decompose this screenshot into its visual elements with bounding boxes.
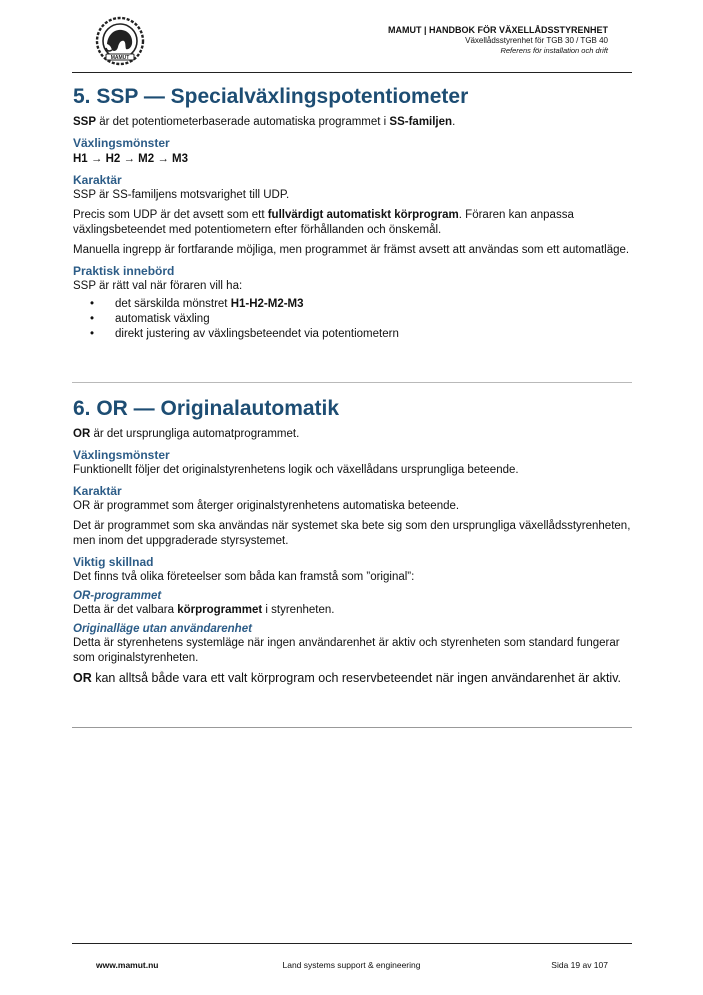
character-paragraph: OR är programmet som återger originalstyrenhetens automatiska beteende. bbox=[73, 500, 460, 512]
footer-website: www.mamut.nu bbox=[96, 960, 159, 970]
character-paragraph: Manuella ingrepp är fortfarande möjliga, men programmet är främst avsett att användas som ett automatläge. bbox=[73, 244, 630, 256]
section-divider bbox=[72, 727, 632, 728]
section-or bbox=[73, 396, 631, 686]
section-intro: OR är det ursprungliga automatprogrammet. bbox=[73, 428, 300, 440]
subheading-original-mode: Originalläge utan användarenhet bbox=[73, 623, 252, 635]
footer-divider bbox=[72, 943, 632, 944]
character-heading: Karaktär bbox=[73, 484, 122, 498]
manual-note: Referens för installation och drift bbox=[500, 46, 608, 55]
character-paragraph: Precis som UDP är det avsett som ett fullvärdigt automatiskt körprogram. Föraren kan anpassa växlingsbeteendet med potentiometern efter förhållanden och önskemål. bbox=[73, 209, 574, 236]
list-item: • automatisk växling bbox=[90, 312, 631, 327]
original-mode-paragraph: Detta är styrenhetens systemläge när ingen användarenhet är aktiv och styrenheten som standard fungerar som originalstyrenheten. bbox=[73, 637, 620, 664]
conclusion-paragraph: OR kan alltså både vara ett valt körprogram och reservbeteendet när ingen användarenhet är aktiv. bbox=[73, 671, 621, 685]
pattern-heading: Växlingsmönster bbox=[73, 448, 170, 462]
section-heading: 5. SSP — Specialväxlingspotentiometer bbox=[73, 85, 469, 108]
shift-pattern: H1 → H2 → M2 → M3 bbox=[73, 153, 189, 165]
difference-paragraph: Det finns två olika företeelser som båda kan framstå som ”original”: bbox=[73, 571, 415, 583]
subheading-or-program: OR-programmet bbox=[73, 590, 162, 602]
header-divider bbox=[72, 72, 632, 73]
list-item: • det särskilda mönstret H1-H2-M2-M3 bbox=[90, 297, 631, 312]
requirements-list bbox=[90, 297, 631, 342]
difference-heading: Viktig skillnad bbox=[73, 555, 154, 569]
footer-page-number: Sida 19 av 107 bbox=[551, 960, 608, 970]
shift-pattern: Funktionellt följer det originalstyrenhetens logik och växellådans ursprungliga beteende. bbox=[73, 464, 519, 476]
character-paragraph: SSP är SS-familjens motsvarighet till UDP. bbox=[73, 189, 290, 201]
character-paragraph: Det är programmet som ska användas när systemet ska bete sig som den ursprungliga växellådsstyrenheten, men inom det uppgraderade styrsystemet. bbox=[73, 520, 631, 547]
svg-text:MAMUT: MAMUT bbox=[110, 55, 130, 61]
pattern-heading: Växlingsmönster bbox=[73, 136, 170, 150]
section-ssp bbox=[73, 84, 631, 342]
manual-subtitle: Växellådsstyrenhet för TGB 30 / TGB 40 bbox=[465, 36, 608, 45]
practical-intro: SSP är rätt val när föraren vill ha: bbox=[73, 280, 243, 292]
manual-title: MAMUT | HANDBOK FÖR VÄXELLÅDSSTYRENHET bbox=[387, 25, 608, 35]
character-heading: Karaktär bbox=[73, 173, 122, 187]
mamut-logo bbox=[95, 16, 145, 66]
practical-heading: Praktisk innebörd bbox=[73, 264, 175, 278]
footer-center-text: Land systems support & engineering bbox=[282, 960, 421, 970]
page-header bbox=[388, 25, 608, 56]
or-program-paragraph: Detta är det valbara körprogrammet i styrenheten. bbox=[73, 604, 335, 616]
section-heading: 6. OR — Originalautomatik bbox=[73, 397, 340, 420]
section-divider bbox=[72, 382, 632, 383]
section-intro: SSP är det potentiometerbaserade automatiska programmet i SS-familjen. bbox=[73, 116, 456, 128]
list-item: • direkt justering av växlingsbeteendet via potentiometern bbox=[90, 327, 631, 342]
